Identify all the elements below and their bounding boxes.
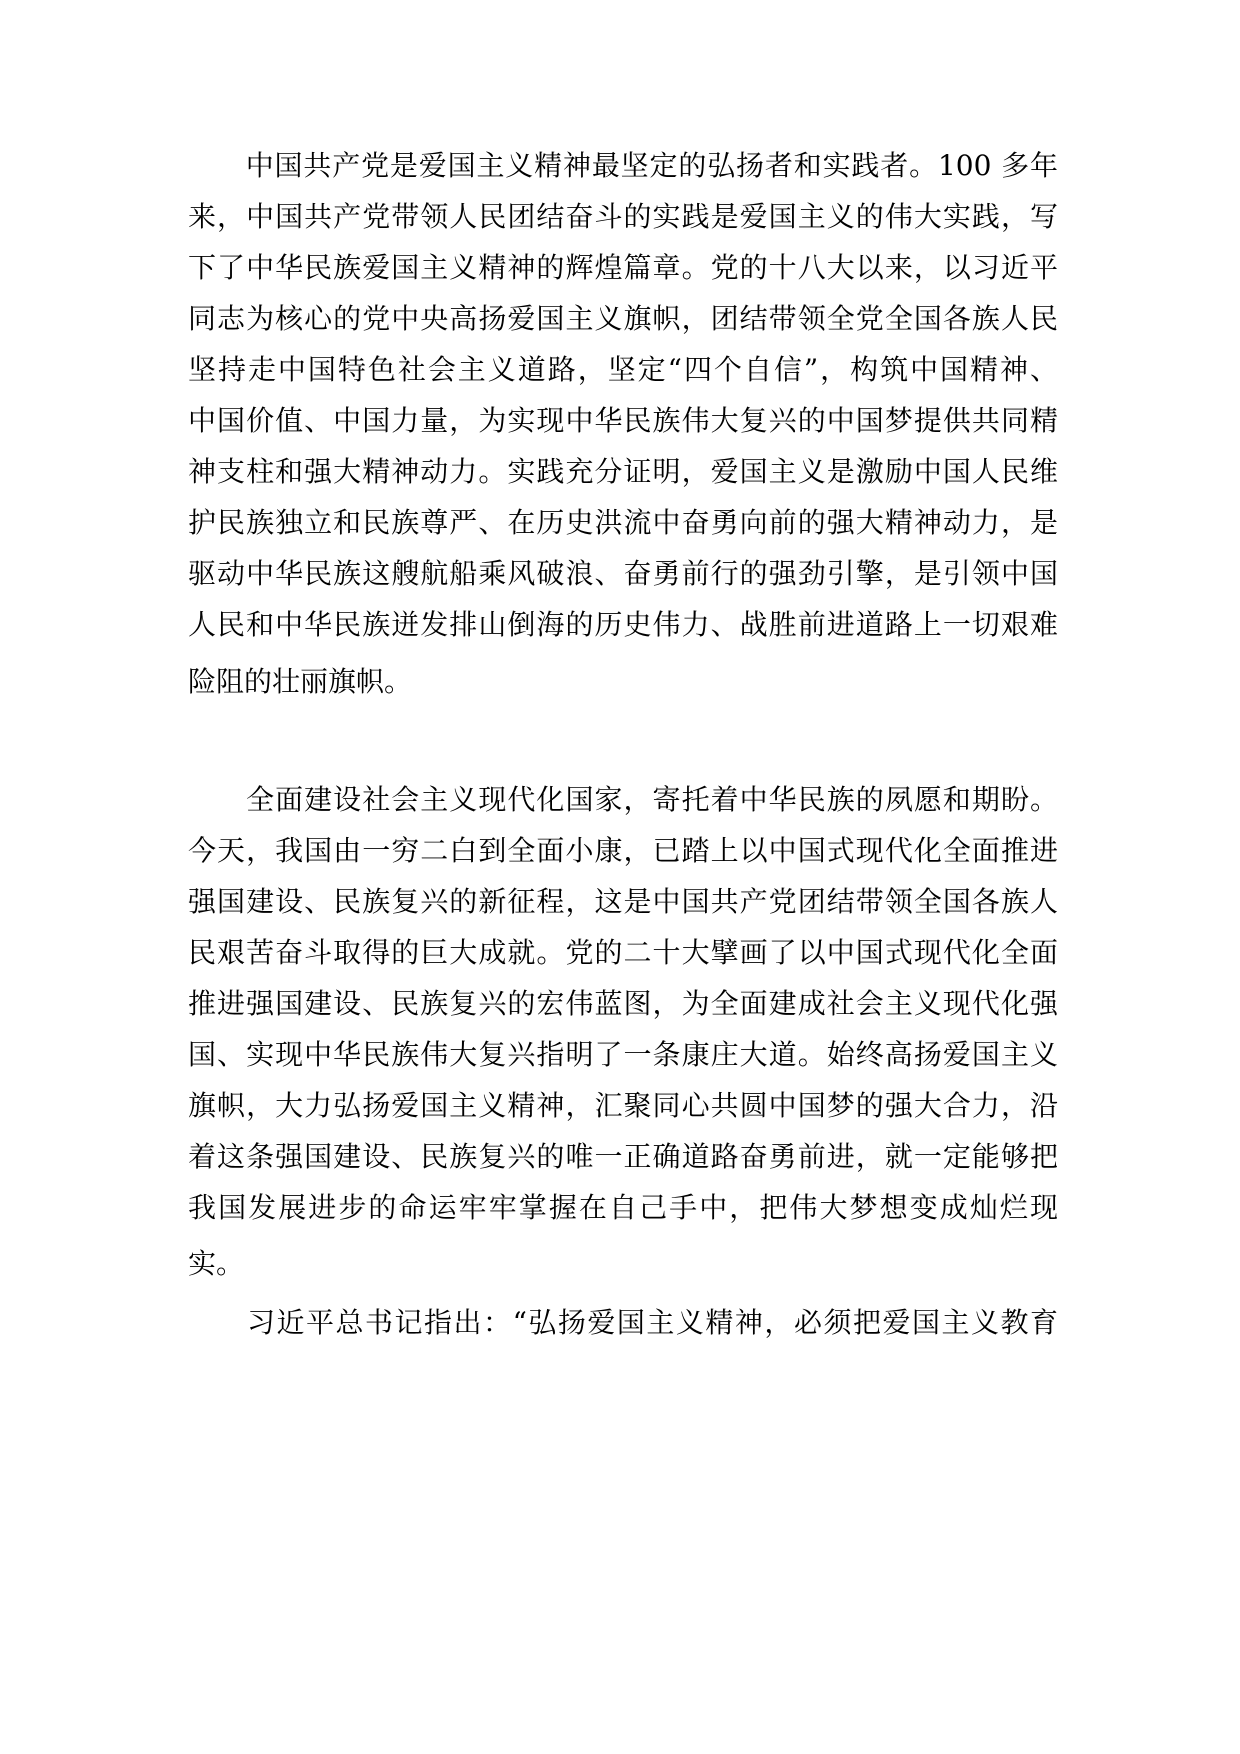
text-line: 下了中华民族爱国主义精神的辉煌篇章。党的十八大以来，以习近平 (188, 251, 1058, 284)
text-line: 人民和中华民族迸发排山倒海的历史伟力、战胜前进道路上一切艰难 (188, 608, 1058, 641)
text-line: 神支柱和强大精神动力。实践充分证明，爱国主义是激励中国人民维 (188, 455, 1058, 488)
text-line: 强国建设、民族复兴的新征程，这是中国共产党团结带领全国各族人 (188, 885, 1058, 918)
text-line: 实。 (188, 1247, 245, 1280)
text-line: 护民族独立和民族尊严、在历史洪流中奋勇向前的强大精神动力，是 (188, 506, 1058, 539)
text-line: 中国共产党是爱国主义精神最坚定的弘扬者和实践者。100 多年 (188, 149, 1058, 182)
text-line: 国、实现中华民族伟大复兴指明了一条康庄大道。始终高扬爱国主义 (188, 1038, 1058, 1071)
text-line: 推进强国建设、民族复兴的宏伟蓝图，为全面建成社会主义现代化强 (188, 987, 1058, 1020)
text-line: 我国发展进步的命运牢牢掌握在自己手中，把伟大梦想变成灿烂现 (188, 1191, 1058, 1224)
text-line: 中国价值、中国力量，为实现中华民族伟大复兴的中国梦提供共同精 (188, 404, 1058, 437)
text-line: 全面建设社会主义现代化国家，寄托着中华民族的夙愿和期盼。 (188, 783, 1058, 816)
text-line: 旗帜，大力弘扬爱国主义精神，汇聚同心共圆中国梦的强大合力，沿 (188, 1089, 1058, 1122)
text-line: 驱动中华民族这艘航船乘风破浪、奋勇前行的强劲引擎，是引领中国 (188, 557, 1058, 590)
text-line: 习近平总书记指出：“弘扬爱国主义精神，必须把爱国主义教育 (188, 1306, 1058, 1339)
text-line: 同志为核心的党中央高扬爱国主义旗帜，团结带领全党全国各族人民 (188, 302, 1058, 335)
text-line: 坚持走中国特色社会主义道路，坚定“四个自信”，构筑中国精神、 (188, 353, 1058, 386)
text-line: 险阻的壮丽旗帜。 (188, 665, 413, 698)
text-line: 着这条强国建设、民族复兴的唯一正确道路奋勇前进，就一定能够把 (188, 1140, 1058, 1173)
text-line: 民艰苦奋斗取得的巨大成就。党的二十大擘画了以中国式现代化全面 (188, 936, 1058, 969)
text-line: 来，中国共产党带领人民团结奋斗的实践是爱国主义的伟大实践，写 (188, 200, 1058, 233)
text-line: 今天，我国由一穷二白到全面小康，已踏上以中国式现代化全面推进 (188, 834, 1058, 867)
